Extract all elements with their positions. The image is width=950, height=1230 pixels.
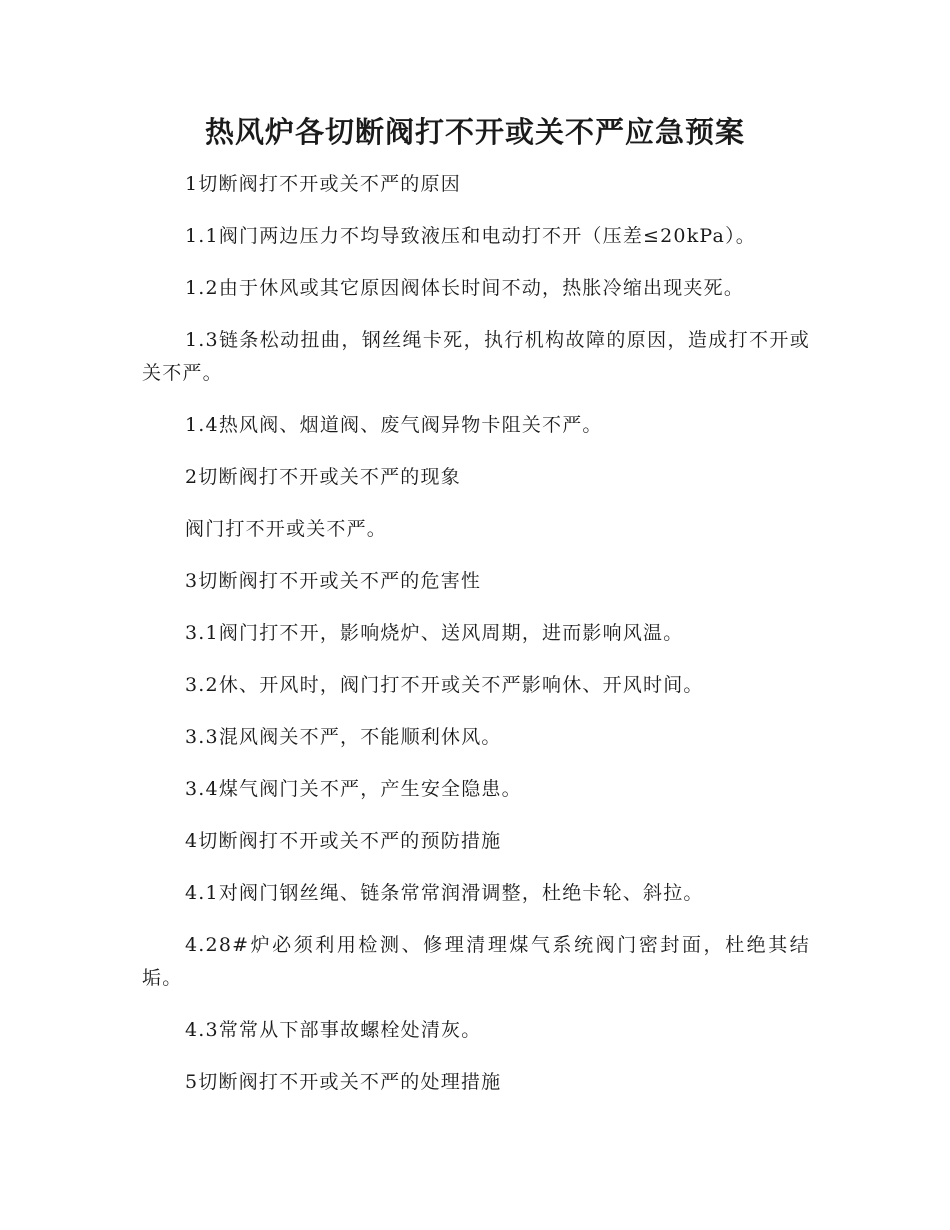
paragraph: 1.4热风阀、烟道阀、废气阀异物卡阻关不严。 (185, 414, 603, 436)
paragraph: 4.28#炉必须利用检测、修理清理煤气系统阀门密封面，杜绝其结垢。 (142, 934, 810, 989)
paragraph: 2切断阀打不开或关不严的现象 (185, 466, 461, 488)
paragraph: 1.3链条松动扭曲，钢丝绳卡死，执行机构故障的原因，造成打不开或关不严。 (142, 329, 810, 384)
paragraph: 阀门打不开或关不严。 (185, 518, 388, 540)
paragraph: 1切断阀打不开或关不严的原因 (185, 173, 461, 195)
document-title: 热风炉各切断阀打不开或关不严应急预案 (204, 115, 745, 149)
paragraph: 1.2由于休风或其它原因阀体长时间不动，热胀冷缩出现夹死。 (185, 277, 745, 299)
paragraph: 3.2休、开风时，阀门打不开或关不严影响休、开风时间。 (185, 674, 704, 696)
paragraph: 4.1对阀门钢丝绳、链条常常润滑调整，杜绝卡轮、斜拉。 (185, 882, 704, 904)
paragraph: 4切断阀打不开或关不严的预防措施 (185, 830, 502, 852)
paragraph: 5切断阀打不开或关不严的处理措施 (185, 1071, 502, 1093)
paragraph: 3.4煤气阀门关不严，产生安全隐患。 (185, 778, 522, 800)
paragraph: 1.1阀门两边压力不均导致液压和电动打不开（压差≤20kPa）。 (185, 225, 756, 247)
document-body (142, 168, 810, 1099)
paragraph: 3.3混风阀关不严，不能顺利休风。 (185, 726, 502, 748)
paragraph: 3.1阀门打不开，影响烧炉、送风周期，进而影响风温。 (185, 622, 684, 644)
paragraph: 4.3常常从下部事故螺栓处清灰。 (185, 1019, 482, 1041)
paragraph: 3切断阀打不开或关不严的危害性 (185, 570, 482, 592)
